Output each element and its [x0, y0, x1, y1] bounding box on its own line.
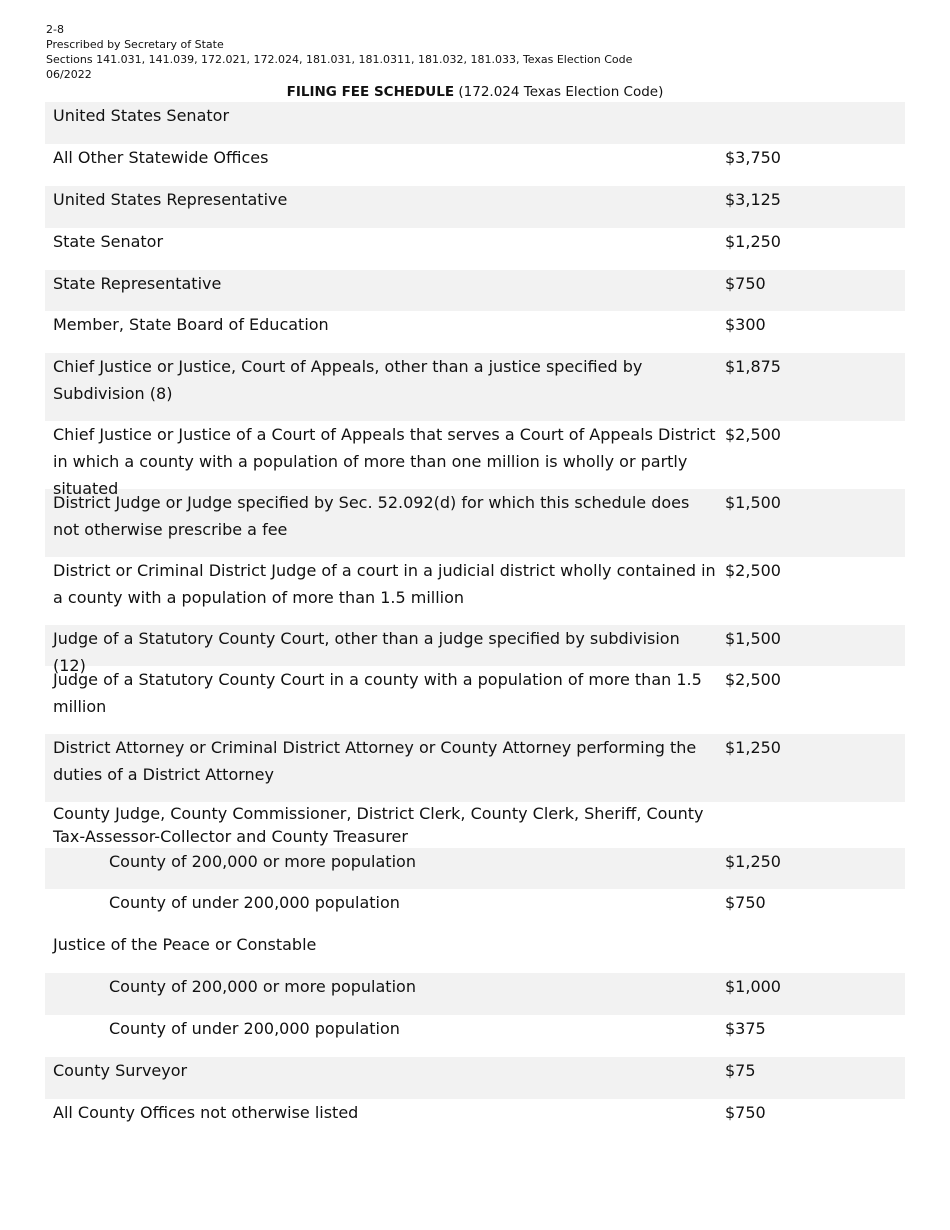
table-row — [45, 1015, 905, 1057]
table-row — [45, 1057, 905, 1099]
table-row — [45, 228, 905, 270]
office-name: District Attorney or Criminal District Attorney or County Attorney performing the duties of a District Attorney — [53, 738, 697, 784]
form-date: 06/2022 — [46, 68, 92, 81]
filing-fee: $375 — [725, 1019, 766, 1038]
statute-sections: Sections 141.031, 141.039, 172.021, 172.024, 181.031, 181.0311, 181.032, 181.033, Texas Election Code — [46, 53, 633, 66]
filing-fee: $2,500 — [725, 561, 781, 580]
page-number: 2-8 — [46, 23, 64, 36]
office-name: State Representative — [53, 274, 222, 293]
table-row — [45, 848, 905, 889]
office-name: District Judge or Judge specified by Sec. 52.092(d) for which this schedule does not otherwise prescribe a fee — [53, 493, 690, 539]
office-name: State Senator — [53, 232, 164, 251]
table-row — [45, 802, 905, 848]
office-name: District or Criminal District Judge of a court in a judicial district wholly contained in a county with a population of more than 1.5 million — [53, 561, 716, 607]
table-row — [45, 973, 905, 1015]
filing-fee: $750 — [725, 1103, 766, 1122]
office-name: County of under 200,000 population — [109, 1019, 400, 1038]
office-name: Member, State Board of Education — [53, 315, 329, 334]
fee-schedule-table — [45, 102, 905, 1141]
title-bold: FILING FEE SCHEDULE — [286, 84, 455, 100]
title-citation: (172.024 Texas Election Code) — [454, 84, 664, 100]
office-name: County Surveyor — [53, 1061, 188, 1080]
page-title — [0, 83, 950, 101]
filing-fee: $1,875 — [725, 357, 781, 376]
table-row — [45, 1099, 905, 1141]
table-row — [45, 734, 905, 802]
table-row — [45, 353, 905, 421]
table-row — [45, 666, 905, 734]
filing-fee: $75 — [725, 1061, 756, 1080]
office-name: Judge of a Statutory County Court, other than a judge specified by subdivision (12) — [53, 629, 680, 675]
office-name: County of 200,000 or more population — [109, 852, 416, 871]
office-name: Justice of the Peace or Constable — [53, 935, 317, 954]
office-name: United States Senator — [53, 106, 230, 125]
office-name: Chief Justice or Justice of a Court of Appeals that serves a Court of Appeals District in which a county with a population of more than one million is wholly or partly situated — [53, 425, 716, 498]
filing-fee: $1,250 — [725, 738, 781, 757]
filing-fee: $1,250 — [725, 232, 781, 251]
document-header — [46, 22, 632, 82]
table-row — [45, 186, 905, 228]
filing-fee: $2,500 — [725, 425, 781, 444]
table-row — [45, 557, 905, 625]
filing-fee: $750 — [725, 893, 766, 912]
office-name: All Other Statewide Offices — [53, 148, 269, 167]
table-row — [45, 889, 905, 931]
office-name: All County Offices not otherwise listed — [53, 1103, 359, 1122]
table-row — [45, 421, 905, 498]
office-name: County of under 200,000 population — [109, 893, 400, 912]
office-name: County Judge, County Commissioner, District Clerk, County Clerk, Sheriff, County Tax-Assessor-Collector and County Treasurer — [53, 804, 704, 846]
filing-fee: $3,750 — [725, 148, 781, 167]
filing-fee: $750 — [725, 274, 766, 293]
filing-fee: $300 — [725, 315, 766, 334]
filing-fee: $1,500 — [725, 493, 781, 512]
prescribed-by: Prescribed by Secretary of State — [46, 38, 224, 51]
table-row — [45, 270, 905, 311]
office-name: United States Representative — [53, 190, 288, 209]
filing-fee: $2,500 — [725, 670, 781, 689]
office-name: Chief Justice or Justice, Court of Appeals, other than a justice specified by Subdivision (8) — [53, 357, 643, 403]
table-row — [45, 931, 905, 973]
table-row — [45, 489, 905, 557]
filing-fee: $1,250 — [725, 852, 781, 871]
office-name: County of 200,000 or more population — [109, 977, 416, 996]
table-row — [45, 144, 905, 186]
table-row — [45, 102, 905, 144]
table-row — [45, 311, 905, 353]
filing-fee: $1,000 — [725, 977, 781, 996]
office-name: Judge of a Statutory County Court in a county with a population of more than 1.5 million — [53, 670, 702, 716]
filing-fee: $3,125 — [725, 190, 781, 209]
table-row — [45, 625, 905, 675]
filing-fee: $1,500 — [725, 629, 781, 648]
